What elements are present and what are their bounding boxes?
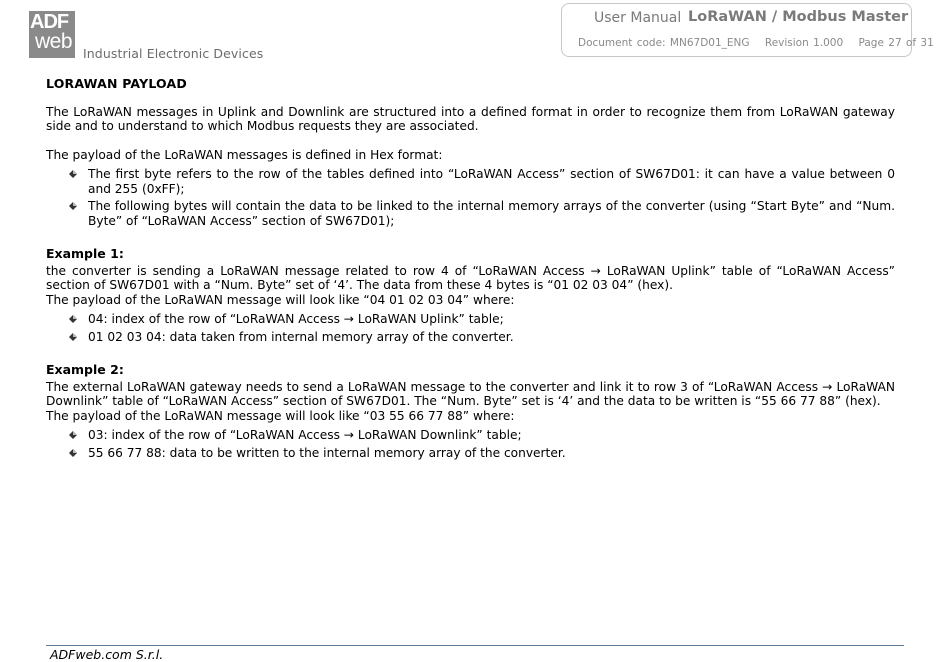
intro-paragraph: The LoRaWAN messages in Uplink and Downlink are structured into a defined format in order to recognize them from LoRaWAN gateway side and to understand to which Modbus requests they are associated.: [46, 104, 895, 133]
example-1-title: Example 1:: [46, 246, 124, 261]
list-item: 55 66 77 88: data to be written to the internal memory array of the converter.: [46, 446, 895, 461]
bullet-icon: [69, 315, 77, 323]
list-item: 04: index of the row of “LoRaWAN Access → LoRaWAN Uplink” table;: [46, 312, 895, 327]
example-2-title: Example 2:: [46, 362, 124, 377]
product-title: LoRaWAN / Modbus Master: [688, 9, 909, 25]
example-1-bullet-list: [46, 312, 895, 344]
footer-divider: [46, 645, 904, 646]
section-title: LORAWAN PAYLOAD: [46, 76, 188, 91]
example-1-payload: The payload of the LoRaWAN message will look like “04 01 02 03 04” where:: [46, 292, 515, 307]
revision: Revision 1.000: [764, 37, 844, 49]
bullet-icon: [69, 170, 77, 178]
document-header-box: [561, 3, 934, 57]
list-item: 01 02 03 04: data taken from internal memory array of the converter.: [46, 330, 895, 345]
bullet-icon: [69, 431, 77, 439]
document-meta: [578, 37, 945, 49]
example-1-text: the converter is sending a LoRaWAN message related to row 4 of “LoRaWAN Access → LoRaWAN Uplink” table of “LoRaWAN Access” section of SW67D01 with a “Num. Byte” set of ‘4’. The data from these 4 bytes is “01 02 03 04” (hex).: [46, 263, 895, 292]
list-item: The first byte refers to the row of the tables defined into “LoRaWAN Access” section of SW67D01: it can have a value between 0 and 255 (0xFF);: [46, 167, 895, 196]
bullet-icon: [69, 333, 77, 341]
document-code: Document code: MN67D01_ENG: [578, 37, 750, 49]
page-number: Page 27 of 31: [858, 37, 934, 49]
payload-bullet-list: [46, 167, 895, 228]
footer-company: ADFweb.com S.r.l.: [50, 647, 164, 662]
page-content: [46, 77, 895, 463]
logo-text-line1: ADF: [30, 11, 69, 33]
logo-text-line2: web: [35, 30, 73, 53]
manual-label: User Manual: [594, 10, 682, 26]
bullet-icon: [69, 449, 77, 457]
list-item: The following bytes will contain the data to be linked to the internal memory arrays of the converter (using “Start Byte” and “Num. Byte” of “LoRaWAN Access” section of SW67D01);: [46, 199, 895, 228]
company-tagline: Industrial Electronic Devices: [83, 46, 264, 61]
list-item: 03: index of the row of “LoRaWAN Access → LoRaWAN Downlink” table;: [46, 428, 895, 443]
example-2-text: The external LoRaWAN gateway needs to send a LoRaWAN message to the converter and link it to row 3 of “LoRaWAN Access → LoRaWAN Downlink” table of “LoRaWAN Access” section of SW67D01. The “Num. Byte” set is ‘4’ and the data to be written is “55 66 77 88” (hex).: [46, 379, 895, 408]
example-2-payload: The payload of the LoRaWAN message will look like “03 55 66 77 88” where:: [46, 408, 515, 423]
payload-intro: The payload of the LoRaWAN messages is defined in Hex format:: [46, 147, 443, 162]
company-logo: [29, 11, 75, 58]
bullet-icon: [69, 202, 77, 210]
example-2-bullet-list: [46, 428, 895, 460]
